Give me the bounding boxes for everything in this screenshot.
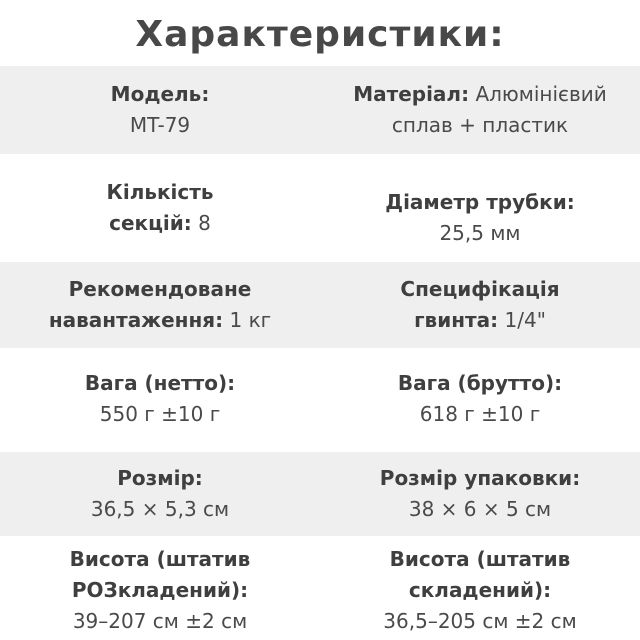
page-title: Характеристики:	[135, 14, 505, 55]
spec-material-value-2: сплав + пластик	[391, 113, 569, 137]
spec-height-folded	[320, 540, 640, 640]
spec-weight-net-label: Вага (нетто):	[84, 371, 236, 395]
spec-screw	[320, 262, 640, 348]
spec-material	[320, 66, 640, 154]
spec-weight-gross-value: 618 г ±10 г	[419, 402, 541, 426]
spec-model-value: MT-79	[129, 113, 191, 137]
spec-package-size	[320, 452, 640, 536]
spec-screw-label-2: гвинта:	[414, 308, 499, 332]
spec-tube-diameter-value: 25,5 мм	[439, 221, 521, 245]
spec-height-folded-label-2: складений):	[408, 577, 552, 602]
spec-model	[0, 66, 320, 154]
spec-height-folded-label-1: Висота (штатив	[389, 546, 571, 571]
spec-row-3	[0, 262, 640, 348]
spec-row-4	[0, 354, 640, 444]
spec-recommended-load-label-2: навантаження:	[48, 308, 224, 332]
spec-size-value: 36,5 × 5,3 см	[90, 497, 230, 521]
spec-sections-label-1: Кількість	[106, 180, 214, 204]
spec-height-unfolded-label-1: Висота (штатив	[69, 546, 251, 571]
spec-row-5	[0, 452, 640, 536]
spec-package-size-label: Розмір упаковки:	[379, 466, 581, 490]
spec-height-folded-value: 36,5–205 см ±2 см	[383, 608, 577, 633]
spec-height-unfolded-label-2: РОЗкладений):	[71, 577, 249, 602]
spec-screw-label-1: Специфікація	[400, 277, 560, 301]
spec-row-1	[0, 66, 640, 154]
spec-tube-diameter	[320, 164, 640, 252]
spec-row-6	[0, 540, 640, 640]
spec-weight-gross-label: Вага (брутто):	[397, 371, 563, 395]
spec-sections-label-2: секцій:	[109, 211, 192, 235]
spec-recommended-load-label-1: Рекомендоване	[68, 277, 252, 301]
spec-sections-value: 8	[198, 211, 211, 235]
spec-screw-value: 1/4"	[504, 308, 546, 332]
spec-tube-diameter-label: Діаметр трубки:	[385, 190, 575, 214]
spec-weight-net	[0, 354, 320, 444]
spec-size	[0, 452, 320, 536]
spec-material-value-1: Алюмінієвий	[475, 82, 607, 106]
spec-size-label: Розмір:	[117, 466, 203, 490]
spec-recommended-load-value: 1 кг	[229, 308, 272, 332]
spec-weight-net-value: 550 г ±10 г	[99, 402, 221, 426]
spec-material-label: Матеріал:	[353, 82, 470, 106]
spec-row-2	[0, 164, 640, 252]
spec-recommended-load	[0, 262, 320, 348]
spec-height-unfolded-value: 39–207 см ±2 см	[72, 608, 248, 633]
spec-height-unfolded	[0, 540, 320, 640]
spec-model-label: Модель:	[110, 82, 210, 106]
spec-weight-gross	[320, 354, 640, 444]
spec-package-size-value: 38 × 6 × 5 см	[408, 497, 552, 521]
spec-sections	[0, 164, 320, 252]
